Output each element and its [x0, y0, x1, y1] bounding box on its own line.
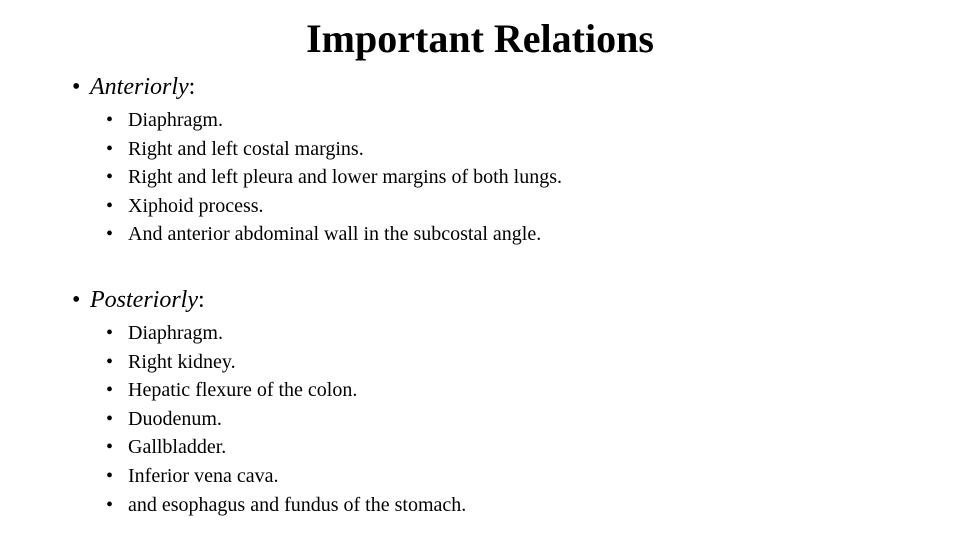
list-item	[106, 163, 932, 192]
list-item-text: Gallbladder.	[128, 436, 227, 459]
list-item-text: Right kidney.	[128, 350, 236, 373]
bullet-list	[106, 106, 932, 249]
bullet-glyph: •	[106, 109, 114, 131]
list-item	[106, 376, 932, 405]
section-heading-suffix: :	[188, 74, 196, 100]
section-heading-term: Posteriorly	[90, 287, 198, 313]
bullet-glyph: •	[106, 350, 114, 373]
slide-title-text: Important Relations	[306, 16, 654, 61]
list-item	[106, 319, 932, 348]
list-item-text: And anterior abdominal wall in the subcostal angle.	[128, 223, 542, 246]
list-item	[106, 348, 932, 377]
list-item	[106, 405, 932, 434]
bullet-glyph: •	[106, 464, 114, 487]
bullet-glyph: •	[106, 379, 114, 402]
section-anteriorly	[72, 72, 932, 249]
bullet-glyph: •	[106, 436, 114, 459]
list-item	[106, 106, 932, 135]
list-item-text: Xiphoid process.	[128, 194, 264, 217]
list-item-text: Right and left pleura and lower margins of both lungs.	[128, 166, 562, 189]
section-heading-term: Anteriorly	[90, 74, 189, 100]
list-item	[106, 433, 932, 462]
bullet-glyph: •	[106, 223, 114, 246]
bullet-glyph: •	[106, 166, 114, 189]
bullet-glyph: •	[106, 322, 114, 344]
slide-title	[0, 14, 960, 64]
bullet-list	[106, 319, 932, 519]
list-item	[106, 135, 932, 164]
list-item-text: Diaphragm.	[128, 322, 223, 344]
list-item-text: and esophagus and fundus of the stomach.	[128, 493, 467, 516]
bullet-glyph: •	[72, 287, 81, 313]
bullet-glyph: •	[106, 137, 114, 160]
section-heading-suffix: :	[198, 287, 205, 313]
section-posteriorly	[72, 285, 932, 519]
list-item-text: Diaphragm.	[128, 109, 223, 131]
list-item	[106, 462, 932, 491]
list-item-text: Right and left costal margins.	[128, 137, 364, 160]
list-item	[106, 491, 932, 520]
list-item-text: Inferior vena cava.	[128, 464, 279, 487]
section-heading	[72, 72, 932, 102]
bullet-glyph: •	[72, 74, 81, 100]
list-item	[106, 220, 932, 249]
bullet-glyph: •	[106, 493, 114, 516]
list-item	[106, 192, 932, 221]
bullet-glyph: •	[106, 194, 114, 217]
list-item-text: Duodenum.	[128, 407, 222, 430]
section-heading	[72, 285, 932, 315]
list-item-text: Hepatic flexure of the colon.	[128, 379, 358, 402]
bullet-glyph: •	[106, 407, 114, 430]
